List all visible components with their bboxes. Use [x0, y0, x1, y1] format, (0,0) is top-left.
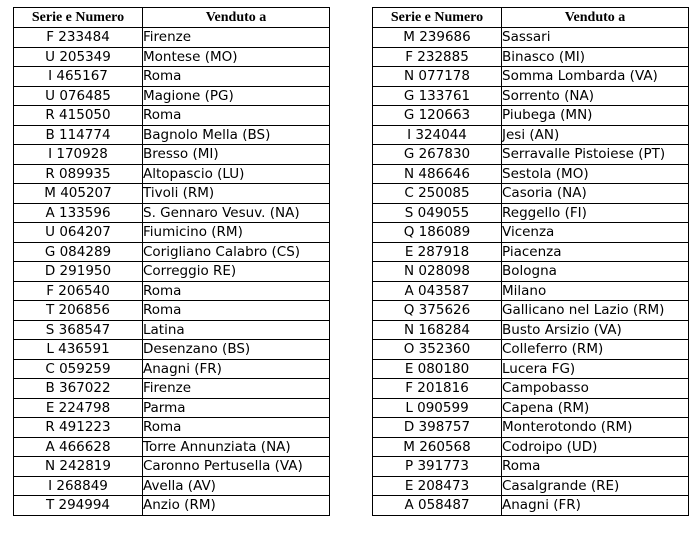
table-row: [14, 203, 330, 223]
table-row: [14, 496, 330, 516]
table-row: [373, 281, 689, 301]
table-header-row: [14, 8, 330, 28]
sold-to-cell: Avella (AV): [143, 476, 330, 496]
serial-number-cell: L 436591: [14, 340, 143, 360]
sold-to-cell: Sorrento (NA): [502, 86, 689, 106]
sold-to-cell: Anagni (FR): [143, 359, 330, 379]
table-row: [373, 398, 689, 418]
table-row: [14, 145, 330, 165]
sold-to-cell: Altopascio (LU): [143, 164, 330, 184]
serial-number-cell: D 291950: [14, 262, 143, 282]
sold-to-cell: Serravalle Pistoiese (PT): [502, 145, 689, 165]
serial-number-cell: I 465167: [14, 67, 143, 87]
serial-number-cell: N 486646: [373, 164, 502, 184]
serial-number-cell: G 133761: [373, 86, 502, 106]
serial-number-cell: Q 375626: [373, 301, 502, 321]
table-row: [14, 476, 330, 496]
sold-to-cell: Codroipo (UD): [502, 437, 689, 457]
serial-number-cell: N 242819: [14, 457, 143, 477]
sold-to-cell: Anzio (RM): [143, 496, 330, 516]
table-row: [14, 281, 330, 301]
table-row: [14, 125, 330, 145]
serial-number-cell: A 466628: [14, 437, 143, 457]
serial-number-cell: A 043587: [373, 281, 502, 301]
sold-to-cell: Torre Annunziata (NA): [143, 437, 330, 457]
sold-to-cell: Roma: [143, 418, 330, 438]
serial-number-cell: D 398757: [373, 418, 502, 438]
sold-to-cell: Jesi (AN): [502, 125, 689, 145]
serial-number-cell: N 168284: [373, 320, 502, 340]
table-row: [14, 184, 330, 204]
sold-to-cell: Bologna: [502, 262, 689, 282]
sold-to-cell: Lucera FG): [502, 359, 689, 379]
serial-number-cell: E 287918: [373, 242, 502, 262]
sold-to-cell: Fiumicino (RM): [143, 223, 330, 243]
sold-to-cell: Piubega (MN): [502, 106, 689, 126]
serial-number-cell: T 206856: [14, 301, 143, 321]
table-header-row: [373, 8, 689, 28]
table-row: [373, 359, 689, 379]
table-row: [373, 203, 689, 223]
table-row: [14, 47, 330, 67]
table-row: [373, 125, 689, 145]
left-table-body: [14, 28, 330, 516]
table-row: [14, 398, 330, 418]
table-row: [373, 340, 689, 360]
table-row: [373, 496, 689, 516]
table-row: [14, 106, 330, 126]
serial-number-cell: E 080180: [373, 359, 502, 379]
serial-number-cell: F 201816: [373, 379, 502, 399]
serial-number-cell: F 206540: [14, 281, 143, 301]
sold-to-cell: Casalgrande (RE): [502, 476, 689, 496]
serial-number-cell: R 089935: [14, 164, 143, 184]
table-row: [373, 145, 689, 165]
table-row: [373, 418, 689, 438]
sold-to-cell: Reggello (FI): [502, 203, 689, 223]
sold-to-cell: Vicenza: [502, 223, 689, 243]
sold-to-cell: Roma: [143, 281, 330, 301]
serial-number-cell: U 076485: [14, 86, 143, 106]
table-row: [373, 86, 689, 106]
venduto-a-header: Venduto a: [143, 8, 330, 28]
table-row: [373, 457, 689, 477]
table-row: [14, 379, 330, 399]
table-row: [14, 320, 330, 340]
serial-number-cell: M 260568: [373, 437, 502, 457]
serial-number-cell: C 059259: [14, 359, 143, 379]
serial-number-cell: M 239686: [373, 28, 502, 48]
table-row: [14, 359, 330, 379]
sold-to-cell: Tivoli (RM): [143, 184, 330, 204]
table-row: [373, 320, 689, 340]
sold-to-cell: Firenze: [143, 28, 330, 48]
right-table-body: [373, 28, 689, 516]
sold-to-cell: Sestola (MO): [502, 164, 689, 184]
sold-to-cell: Capena (RM): [502, 398, 689, 418]
serial-number-cell: M 405207: [14, 184, 143, 204]
serial-number-cell: T 294994: [14, 496, 143, 516]
sold-to-cell: Roma: [143, 106, 330, 126]
serial-number-cell: I 170928: [14, 145, 143, 165]
sold-to-cell: Caronno Pertusella (VA): [143, 457, 330, 477]
serial-number-cell: Q 186089: [373, 223, 502, 243]
serial-number-cell: R 491223: [14, 418, 143, 438]
serial-number-cell: B 114774: [14, 125, 143, 145]
table-row: [373, 184, 689, 204]
sold-to-cell: Bresso (MI): [143, 145, 330, 165]
serial-number-cell: U 064207: [14, 223, 143, 243]
sold-to-cell: Monterotondo (RM): [502, 418, 689, 438]
sold-to-cell: S. Gennaro Vesuv. (NA): [143, 203, 330, 223]
table-row: [373, 223, 689, 243]
serial-number-cell: B 367022: [14, 379, 143, 399]
table-row: [14, 67, 330, 87]
sold-to-cell: Milano: [502, 281, 689, 301]
table-row: [373, 262, 689, 282]
sold-to-cell: Parma: [143, 398, 330, 418]
left-sales-table: [13, 7, 330, 516]
sold-to-cell: Bagnolo Mella (BS): [143, 125, 330, 145]
serial-number-cell: C 250085: [373, 184, 502, 204]
sold-to-cell: Casoria (NA): [502, 184, 689, 204]
table-row: [14, 28, 330, 48]
serial-number-cell: U 205349: [14, 47, 143, 67]
serial-number-cell: S 049055: [373, 203, 502, 223]
table-row: [14, 418, 330, 438]
right-sales-table: [372, 7, 689, 516]
sold-to-cell: Somma Lombarda (VA): [502, 67, 689, 87]
serial-number-cell: R 415050: [14, 106, 143, 126]
serial-number-cell: F 232885: [373, 47, 502, 67]
sold-to-cell: Sassari: [502, 28, 689, 48]
sold-to-cell: Colleferro (RM): [502, 340, 689, 360]
sold-to-cell: Roma: [502, 457, 689, 477]
sold-to-cell: Firenze: [143, 379, 330, 399]
serial-number-cell: E 208473: [373, 476, 502, 496]
table-row: [14, 223, 330, 243]
serial-number-cell: I 324044: [373, 125, 502, 145]
table-row: [14, 301, 330, 321]
serial-number-cell: E 224798: [14, 398, 143, 418]
serial-number-cell: F 233484: [14, 28, 143, 48]
table-row: [373, 301, 689, 321]
serie-numero-header: Serie e Numero: [373, 8, 502, 28]
sold-to-cell: Anagni (FR): [502, 496, 689, 516]
table-row: [373, 437, 689, 457]
table-row: [14, 164, 330, 184]
table-row: [373, 379, 689, 399]
table-row: [373, 242, 689, 262]
sold-to-cell: Corigliano Calabro (CS): [143, 242, 330, 262]
serial-number-cell: N 077178: [373, 67, 502, 87]
sold-to-cell: Desenzano (BS): [143, 340, 330, 360]
sold-to-cell: Busto Arsizio (VA): [502, 320, 689, 340]
sold-to-cell: Correggio RE): [143, 262, 330, 282]
table-row: [373, 67, 689, 87]
serial-number-cell: G 267830: [373, 145, 502, 165]
table-row: [14, 457, 330, 477]
serial-number-cell: S 368547: [14, 320, 143, 340]
serial-number-cell: O 352360: [373, 340, 502, 360]
venduto-a-header: Venduto a: [502, 8, 689, 28]
table-row: [14, 262, 330, 282]
sold-to-cell: Roma: [143, 301, 330, 321]
sold-to-cell: Latina: [143, 320, 330, 340]
sold-to-cell: Montese (MO): [143, 47, 330, 67]
table-row: [14, 437, 330, 457]
table-row: [373, 476, 689, 496]
serial-number-cell: N 028098: [373, 262, 502, 282]
serial-number-cell: G 120663: [373, 106, 502, 126]
table-row: [14, 340, 330, 360]
sold-to-cell: Gallicano nel Lazio (RM): [502, 301, 689, 321]
sold-to-cell: Magione (PG): [143, 86, 330, 106]
sold-to-cell: Roma: [143, 67, 330, 87]
table-row: [373, 47, 689, 67]
table-row: [373, 28, 689, 48]
serial-number-cell: P 391773: [373, 457, 502, 477]
table-row: [14, 86, 330, 106]
table-row: [373, 106, 689, 126]
sold-to-cell: Piacenza: [502, 242, 689, 262]
serial-number-cell: I 268849: [14, 476, 143, 496]
serial-number-cell: A 133596: [14, 203, 143, 223]
sold-to-cell: Campobasso: [502, 379, 689, 399]
table-row: [373, 164, 689, 184]
serie-numero-header: Serie e Numero: [14, 8, 143, 28]
table-row: [14, 242, 330, 262]
serial-number-cell: L 090599: [373, 398, 502, 418]
serial-number-cell: A 058487: [373, 496, 502, 516]
sold-to-cell: Binasco (MI): [502, 47, 689, 67]
serial-number-cell: G 084289: [14, 242, 143, 262]
